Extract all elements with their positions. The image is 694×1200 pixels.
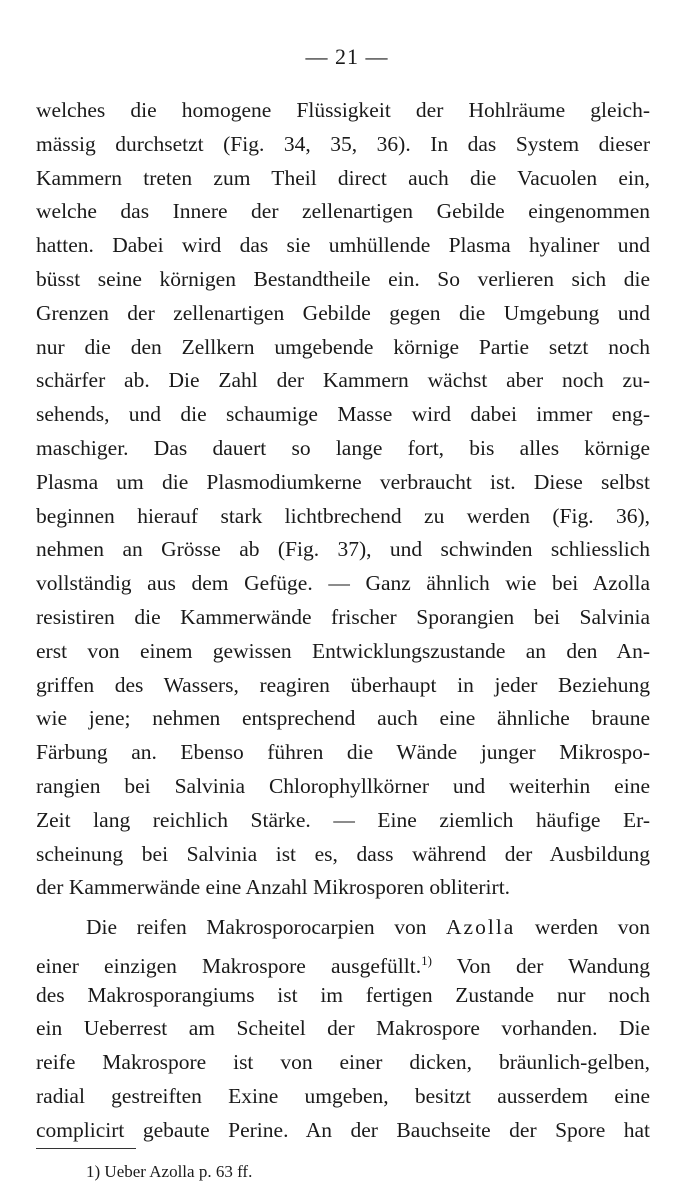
text-fragment: Die reifen Makrosporocarpien von (86, 915, 427, 939)
text-line: erst von einem gewissen Entwicklungszustande an den An- (36, 639, 650, 663)
text-line: reife Makrospore ist von einer dicken, bräunlich-gelben, (36, 1050, 650, 1074)
footnote-divider (36, 1148, 136, 1149)
text-line: welche das Innere der zellenartigen Gebilde eingenommen (36, 199, 650, 223)
text-line: scheinung bei Salvinia ist es, dass während der Ausbildung (36, 842, 650, 866)
text-fragment: einer einzigen Makrospore ausgefüllt. (36, 954, 422, 979)
footnote-reference: 1) (421, 953, 432, 968)
text-line (86, 911, 650, 943)
text-line: Grenzen der zellenartigen Gebilde gegen die Umgebung und (36, 301, 650, 325)
text-line: griffen des Wassers, reagiren überhaupt in jeder Beziehung (36, 673, 650, 697)
text-line: schärfer ab. Die Zahl der Kammern wächst aber noch zu- (36, 368, 650, 392)
text-line: rangien bei Salvinia Chlorophyllkörner und weiterhin eine (36, 774, 650, 798)
text-line: welches die homogene Flüssigkeit der Hohlräume gleich- (36, 98, 650, 122)
text-fragment: werden von (534, 915, 650, 939)
footnote: 1) Ueber Azolla p. 63 ff. (86, 1162, 253, 1181)
text-line: wie jene; nehmen entsprechend auch eine ähnliche braune (36, 706, 650, 730)
text-fragment-spaced: Azolla (446, 915, 516, 939)
text-line: des Makrosporangiums ist im fertigen Zustande nur noch (36, 983, 650, 1007)
text-line: radial gestreiften Exine umgeben, besitzt ausserdem eine (36, 1084, 650, 1108)
text-line: mässig durchsetzt (Fig. 34, 35, 36). In das System dieser (36, 132, 650, 156)
text-line: der Kammerwände eine Anzahl Mikrosporen obliterirt. (36, 875, 511, 899)
text-line (36, 945, 650, 982)
text-fragment: Von der Wandung (431, 954, 651, 979)
text-line: nehmen an Grösse ab (Fig. 37), und schwinden schliesslich (36, 537, 650, 561)
text-line: Plasma um die Plasmodiumkerne verbraucht ist. Diese selbst (36, 470, 650, 494)
text-line: Zeit lang reichlich Stärke. — Eine ziemlich häufige Er- (36, 808, 650, 832)
text-line: nur die den Zellkern umgebende körnige Partie setzt noch (36, 335, 650, 359)
text-line: hatten. Dabei wird das sie umhüllende Plasma hyaliner und (36, 233, 650, 257)
text-line: complicirt gebaute Perine. An der Bauchseite der Spore hat (36, 1118, 650, 1142)
text-line: vollständig aus dem Gefüge. — Ganz ähnlich wie bei Azolla (36, 571, 650, 595)
page-number: — 21 — (305, 44, 389, 69)
text-line: ein Ueberrest am Scheitel der Makrospore vorhanden. Die (36, 1016, 650, 1040)
text-line: resistiren die Kammerwände frischer Sporangien bei Salvinia (36, 605, 650, 629)
text-line: maschiger. Das dauert so lange fort, bis alles körnige (36, 436, 650, 460)
text-line: Färbung an. Ebenso führen die Wände junger Mikrospo- (36, 740, 650, 764)
text-line: beginnen hierauf stark lichtbrechend zu werden (Fig. 36), (36, 504, 650, 528)
text-line: Kammern treten zum Theil direct auch die Vacuolen ein, (36, 166, 650, 190)
text-line: sehends, und die schaumige Masse wird dabei immer eng- (36, 402, 650, 426)
text-line: büsst seine körnigen Bestandtheile ein. So verlieren sich die (36, 267, 650, 291)
